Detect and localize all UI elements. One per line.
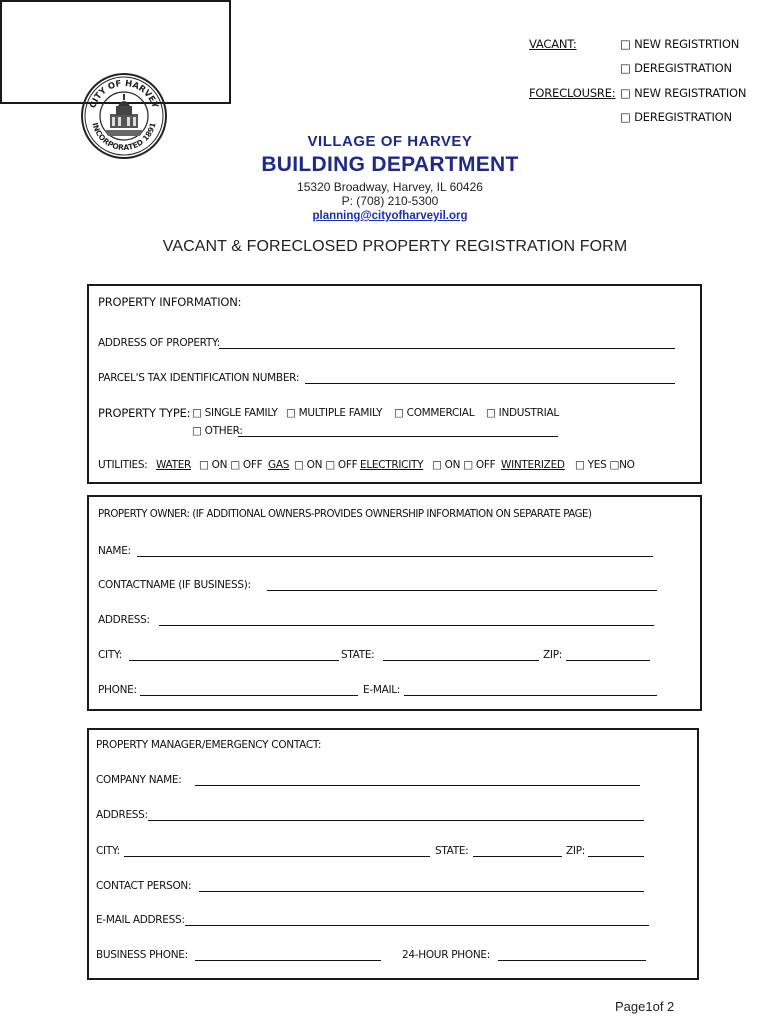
owner-phone-label: PHONE: bbox=[98, 684, 137, 696]
owner-contact-name-field[interactable] bbox=[267, 590, 657, 591]
department-address: 15320 Broadway, Harvey, IL 60426 bbox=[297, 180, 483, 194]
owner-contact-name-label: CONTACTNAME (IF BUSINESS): bbox=[98, 579, 251, 591]
manager-contact-person-field[interactable] bbox=[199, 891, 644, 892]
manager-24-hour-phone-field[interactable] bbox=[498, 960, 646, 961]
vacant-label: VACANT: bbox=[529, 37, 577, 51]
type-single-family-checkbox[interactable]: □ SINGLE FAMILY bbox=[192, 407, 278, 419]
gas-label: GAS bbox=[268, 459, 290, 471]
foreclosure-label: FORECLOUSRE: bbox=[529, 86, 616, 100]
owner-zip-label: ZIP: bbox=[543, 649, 562, 661]
type-commercial-checkbox[interactable]: □ COMMERCIAL bbox=[394, 407, 475, 419]
manager-business-phone-field[interactable] bbox=[195, 960, 381, 961]
property-information-heading: PROPERTY INFORMATION: bbox=[98, 295, 242, 309]
property-manager-heading: PROPERTY MANAGER/EMERGENCY CONTACT: bbox=[96, 739, 322, 751]
owner-city-label: CITY: bbox=[98, 649, 122, 661]
manager-address-label: ADDRESS: bbox=[96, 809, 148, 821]
page-number: Page1of 2 bbox=[615, 999, 675, 1014]
manager-company-name-field[interactable] bbox=[195, 785, 640, 786]
property-address-field[interactable] bbox=[219, 348, 675, 349]
property-owner-heading: PROPERTY OWNER: (IF ADDITIONAL OWNERS-PROVIDES OWNERSHIP INFORMATION ON SEPARATE PAGE) bbox=[98, 509, 592, 520]
owner-phone-field[interactable] bbox=[140, 695, 358, 696]
owner-address-label: ADDRESS: bbox=[98, 614, 150, 626]
property-type-label: PROPERTY TYPE: bbox=[98, 406, 191, 420]
type-industrial-checkbox[interactable]: □ INDUSTRIAL bbox=[486, 407, 559, 419]
type-other-field[interactable] bbox=[238, 436, 558, 437]
manager-email-label: E-MAIL ADDRESS: bbox=[96, 914, 185, 926]
type-multiple-family-checkbox[interactable]: □ MULTIPLE FAMILY bbox=[286, 407, 383, 419]
manager-company-name-label: COMPANY NAME: bbox=[96, 774, 182, 786]
vacant-new-registration-checkbox[interactable]: □ NEW REGISTRTION bbox=[620, 37, 740, 51]
winterized-label: WINTERIZED bbox=[501, 459, 565, 471]
manager-email-field[interactable] bbox=[185, 925, 649, 926]
manager-contact-person-label: CONTACT PERSON: bbox=[96, 880, 192, 892]
svg-text:INCORPORATED 1891: INCORPORATED 1891 bbox=[90, 121, 158, 153]
utilities-label: UTILITIES: bbox=[98, 459, 148, 471]
manager-city-label: CITY: bbox=[96, 845, 120, 857]
svg-text:CITY OF HARVEY: CITY OF HARVEY bbox=[88, 78, 160, 110]
owner-city-field[interactable] bbox=[129, 660, 339, 661]
water-label: WATER bbox=[156, 459, 192, 471]
parcel-tax-id-field[interactable] bbox=[305, 383, 675, 384]
property-information-section bbox=[87, 284, 702, 484]
owner-email-label: E-MAIL: bbox=[363, 684, 401, 696]
manager-zip-label: ZIP: bbox=[566, 845, 585, 857]
owner-name-field[interactable] bbox=[137, 556, 653, 557]
owner-state-field[interactable] bbox=[383, 660, 539, 661]
vacant-deregistration-checkbox[interactable]: □ DEREGISTRATION bbox=[620, 61, 732, 75]
manager-zip-field[interactable] bbox=[588, 856, 644, 857]
manager-address-field[interactable] bbox=[148, 820, 644, 821]
owner-email-field[interactable] bbox=[404, 695, 657, 696]
property-manager-section bbox=[87, 728, 699, 980]
foreclosure-new-registration-checkbox[interactable]: □ NEW REGISTRATION bbox=[620, 86, 747, 100]
manager-state-label: STATE: bbox=[435, 845, 469, 857]
water-on-off-checkboxes[interactable]: □ ON □ OFF bbox=[199, 459, 263, 471]
owner-zip-field[interactable] bbox=[566, 660, 650, 661]
form-title: VACANT & FORECLOSED PROPERTY REGISTRATION FORM bbox=[162, 238, 628, 255]
village-name: VILLAGE OF HARVEY bbox=[307, 133, 473, 150]
department-phone: P: (708) 210-5300 bbox=[341, 194, 439, 208]
gas-on-off-checkboxes[interactable]: □ ON □ OFF bbox=[294, 459, 358, 471]
manager-city-field[interactable] bbox=[124, 856, 430, 857]
property-address-label: ADDRESS OF PROPERTY: bbox=[98, 337, 220, 349]
department-email-link[interactable]: planning@cityofharveyil.org bbox=[312, 210, 468, 222]
parcel-tax-id-label: PARCEL'S TAX IDENTIFICATION NUMBER: bbox=[98, 372, 300, 384]
owner-name-label: NAME: bbox=[98, 545, 131, 557]
foreclosure-deregistration-checkbox[interactable]: □ DEREGISTRATION bbox=[620, 110, 732, 124]
electricity-label: ELECTRICITY bbox=[360, 459, 424, 471]
type-other-checkbox[interactable]: □ OTHER: bbox=[192, 425, 243, 437]
owner-address-field[interactable] bbox=[159, 625, 654, 626]
winterized-yes-no-checkboxes[interactable]: □ YES □NO bbox=[575, 459, 635, 471]
owner-state-label: STATE: bbox=[341, 649, 375, 661]
department-name: BUILDING DEPARTMENT bbox=[261, 153, 519, 176]
manager-business-phone-label: BUSINESS PHONE: bbox=[96, 949, 188, 961]
property-owner-section bbox=[87, 495, 702, 711]
electricity-on-off-checkboxes[interactable]: □ ON □ OFF bbox=[432, 459, 496, 471]
manager-24-hour-phone-label: 24-HOUR PHONE: bbox=[402, 949, 490, 961]
manager-state-field[interactable] bbox=[473, 856, 562, 857]
